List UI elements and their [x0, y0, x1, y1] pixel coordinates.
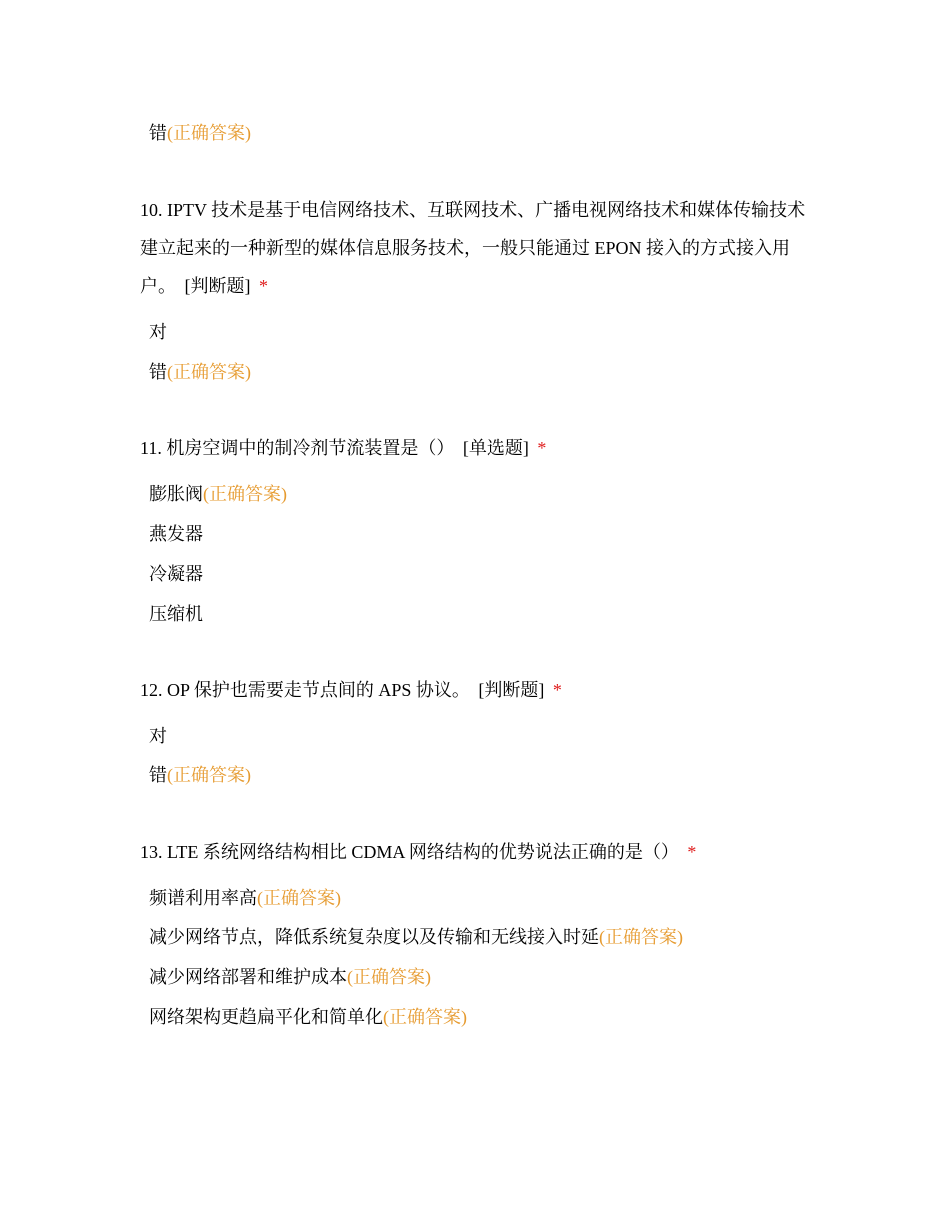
- question-title: [140, 429, 820, 467]
- question-11: [140, 429, 820, 467]
- option-text: 对: [149, 322, 167, 342]
- question-10: [140, 191, 820, 305]
- q12-option-1: [149, 724, 167, 748]
- option-text: 对: [149, 726, 167, 746]
- option-text: 减少网络节点，降低系统复杂度以及传输和无线接入时延: [149, 927, 599, 947]
- required-mark: *: [552, 680, 562, 700]
- question-12: [140, 671, 820, 709]
- q11-option-2: [149, 522, 203, 546]
- correct-answer-mark: (正确答案): [203, 484, 287, 504]
- question-text: IPTV 技术是基于电信网络技术、互联网技术、广播电视网络技术和媒体传输技术建立起来的一种新型的媒体信息服务技术，一般只能通过 EPON 接入的方式接入用户。: [140, 200, 806, 296]
- required-mark: *: [537, 438, 547, 458]
- option-text: 网络架构更趋扁平化和简单化: [149, 1007, 383, 1027]
- question-text: LTE 系统网络结构相比 CDMA 网络结构的优势说法正确的是（）: [167, 842, 679, 862]
- option-text: 压缩机: [149, 604, 203, 624]
- option-text: 错: [149, 765, 167, 785]
- correct-answer-mark: (正确答案): [167, 362, 251, 382]
- q13-option-4: [149, 1005, 467, 1029]
- question-text: 机房空调中的制冷剂节流装置是（）: [166, 438, 455, 458]
- required-mark: *: [259, 276, 268, 296]
- question-number: 12.: [140, 680, 163, 700]
- q11-option-3: [149, 562, 203, 586]
- correct-answer-mark: (正确答案): [167, 765, 251, 785]
- required-mark: *: [687, 842, 697, 862]
- question-type: [判断题]: [478, 680, 545, 700]
- q12-option-2: [149, 763, 251, 787]
- q9-option-1: [149, 121, 251, 145]
- option-text: 燕发器: [149, 524, 203, 544]
- option-text: 减少网络部署和维护成本: [149, 967, 347, 987]
- question-title: [140, 191, 820, 305]
- q13-option-1: [149, 886, 341, 910]
- q10-option-1: [149, 320, 167, 344]
- option-text: 冷凝器: [149, 564, 203, 584]
- q13-option-3: [149, 965, 431, 989]
- question-number: 10.: [140, 200, 163, 220]
- correct-answer-mark: (正确答案): [599, 927, 683, 947]
- question-number: 11.: [140, 438, 162, 458]
- option-text: 错: [149, 362, 167, 382]
- q11-option-4: [149, 602, 203, 626]
- question-number: 13.: [140, 842, 163, 862]
- question-text: OP 保护也需要走节点间的 APS 协议。: [167, 680, 470, 700]
- option-text: 膨胀阀: [149, 484, 203, 504]
- option-text: 频谱利用率高: [149, 888, 257, 908]
- question-13: [140, 833, 820, 871]
- correct-answer-mark: (正确答案): [383, 1007, 467, 1027]
- question-type: [判断题]: [184, 276, 251, 296]
- question-title: [140, 833, 820, 871]
- option-text: 错: [149, 123, 167, 143]
- q10-option-2: [149, 360, 251, 384]
- q11-option-1: [149, 482, 287, 506]
- question-title: [140, 671, 820, 709]
- question-type: [单选题]: [462, 438, 529, 458]
- correct-answer-mark: (正确答案): [347, 967, 431, 987]
- correct-answer-mark: (正确答案): [167, 123, 251, 143]
- correct-answer-mark: (正确答案): [257, 888, 341, 908]
- q13-option-2: [149, 925, 683, 949]
